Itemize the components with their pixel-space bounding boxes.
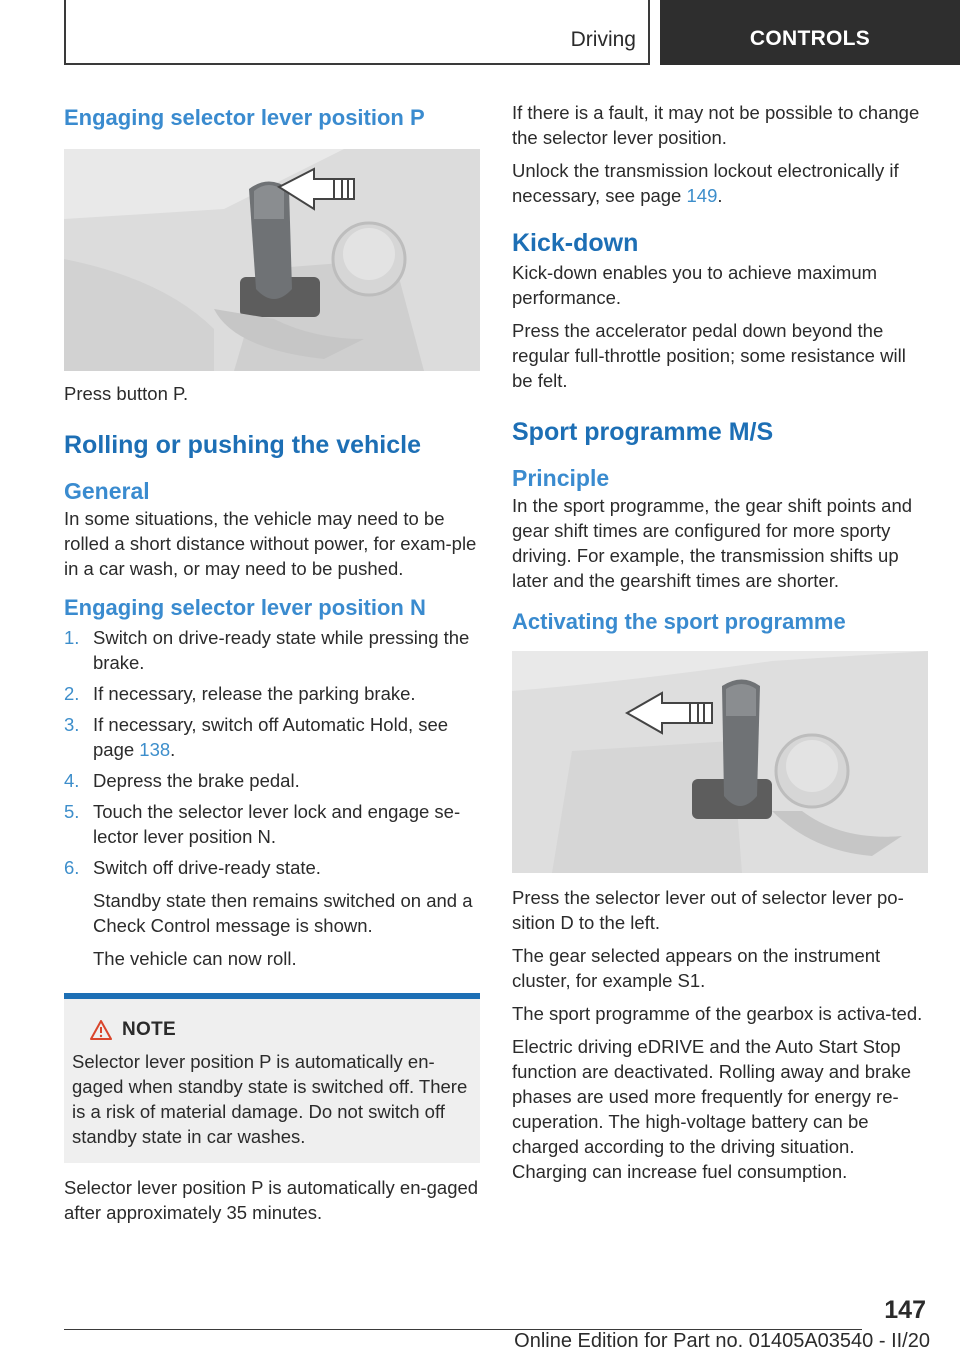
unlock-text	[512, 158, 928, 208]
figure-selector-lever-sport	[512, 651, 928, 873]
header-rule-bottom	[64, 63, 650, 65]
page-number: 147	[884, 1296, 926, 1324]
header-separator	[648, 0, 650, 64]
electric-driving-text: Electric driving eDRIVE and the Auto Start Stop function are deactivated. Rolling away and brake phases are used more frequently for energy re-cuperation. The high-voltage battery can be charged according to the driving situation. Charging can increase fuel consumption.	[512, 1036, 912, 1182]
press-button-p-text: Press button P.	[64, 383, 189, 404]
list-item	[64, 681, 480, 706]
page-reference-link[interactable]: 149	[686, 185, 718, 206]
header-chapter-tab: CONTROLS	[660, 0, 960, 65]
heading-activating-sport: Activating the sport programme	[512, 609, 846, 634]
gear-selected-text: The gear selected appears on the instrument cluster, for example S1.	[512, 945, 881, 991]
accelerator-text: Press the accelerator pedal down beyond the regular full-throttle position; some resistance will be felt.	[512, 320, 906, 391]
step-text: Switch off drive-ready state.	[93, 857, 321, 878]
heading-engaging-n: Engaging selector lever position N	[64, 595, 426, 620]
step-text: Depress the brake pedal.	[93, 770, 300, 791]
kickdown-text: Kick-down enables you to achieve maximum performance.	[512, 262, 878, 308]
general-text: In some situations, the vehicle may need to be rolled a short distance without power, for exam-ple in a car wash, or may need to be pushed.	[64, 508, 477, 579]
heading-general: General	[64, 478, 150, 504]
list-item	[64, 712, 480, 762]
press-lever-text: Press the selector lever out of selector lever po-sition D to the left.	[512, 887, 904, 933]
note-box	[64, 993, 480, 1163]
step-text: If necessary, release the parking brake.	[93, 683, 416, 704]
heading-engaging-p: Engaging selector lever position P	[64, 105, 425, 130]
step-number: 2.	[64, 683, 80, 704]
heading-rolling-pushing: Rolling or pushing the vehicle	[64, 431, 421, 459]
step6-detail: Standby state then remains switched on and a Check Control message is shown.	[93, 890, 473, 936]
unlock-text-tail: .	[717, 185, 723, 206]
heading-principle: Principle	[512, 465, 610, 491]
step-number: 5.	[64, 801, 80, 822]
header-rule-left	[64, 0, 66, 64]
page-reference-link[interactable]: 138	[139, 739, 171, 760]
step-text: If necessary, switch off Automatic Hold, see page	[93, 714, 449, 760]
principle-text: In the sport programme, the gear shift points and gear shift times are configured for more sporty driving. For example, the transmission shifts up later and the gearshift times are shorter.	[512, 495, 913, 591]
figure-selector-lever-p	[64, 149, 480, 371]
right-column	[512, 100, 928, 1184]
step-number: 1.	[64, 627, 80, 648]
unlock-text-body: Unlock the transmission lockout electronically if necessary, see page	[512, 160, 899, 206]
steps-list	[64, 625, 480, 971]
list-item	[64, 768, 480, 793]
warning-triangle-icon	[90, 1020, 112, 1040]
note-header	[72, 1019, 472, 1041]
footer-edition: Online Edition for Part no. 01405A03540 - II/20	[514, 1330, 930, 1352]
sport-activated-text: The sport programme of the gearbox is activa-ted.	[512, 1003, 923, 1024]
list-item	[64, 855, 480, 971]
selector-lever-sport-illustration	[512, 651, 928, 873]
header-section-label: Driving	[570, 28, 636, 51]
note-title: NOTE	[122, 1019, 176, 1040]
note-text: Selector lever position P is automatically en-gaged when standby state is switched off. There is a risk of material damage. Do not switch off standby state in car washes.	[72, 1051, 468, 1147]
list-item	[64, 799, 480, 849]
step-text-tail: .	[170, 739, 176, 760]
heading-kickdown: Kick-down	[512, 229, 639, 257]
step-number: 6.	[64, 857, 80, 878]
auto-engage-text: Selector lever position P is automatically en-gaged after approximately 35 minutes.	[64, 1177, 479, 1223]
step-number: 3.	[64, 714, 80, 735]
step-text: Touch the selector lever lock and engage se-lector lever position N.	[93, 801, 461, 847]
selector-lever-illustration	[64, 149, 480, 371]
heading-sport-programme: Sport programme M/S	[512, 418, 774, 446]
fault-text: If there is a fault, it may not be possible to change the selector lever position.	[512, 102, 920, 148]
left-column	[64, 100, 480, 1225]
list-item	[64, 625, 480, 675]
step-text: Switch on drive-ready state while pressing the brake.	[93, 627, 470, 673]
step6-detail-roll: The vehicle can now roll.	[93, 948, 297, 969]
step-number: 4.	[64, 770, 80, 791]
